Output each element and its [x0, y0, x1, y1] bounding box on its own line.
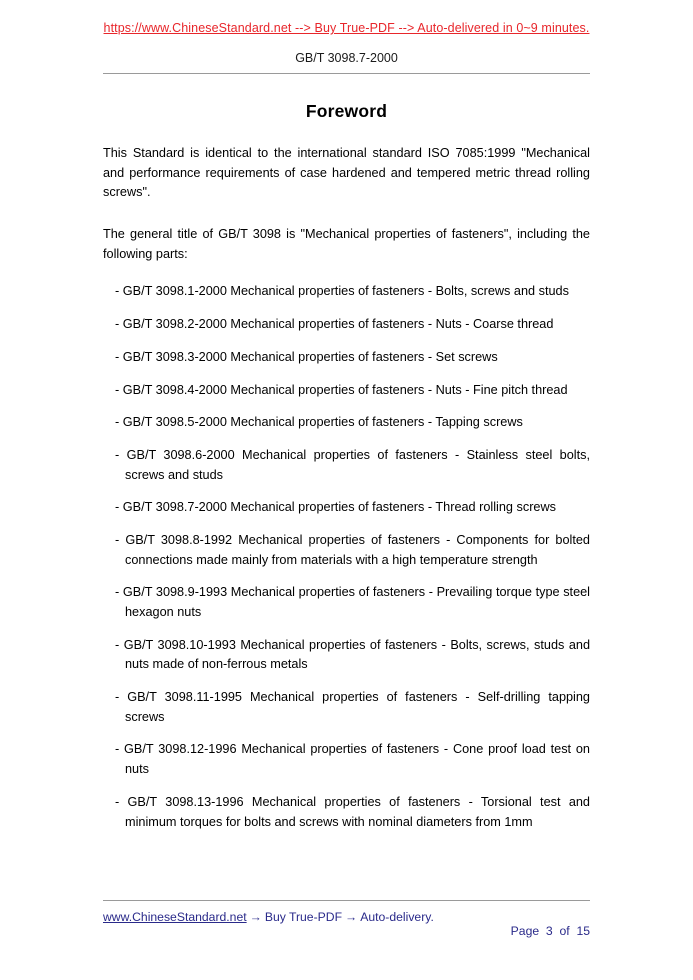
footer-buy-link[interactable]: Buy True-PDF: [264, 910, 343, 924]
list-item: - GB/T 3098.6-2000 Mechanical properties of fasteners - Stainless steel bolts, screws and studs: [115, 447, 590, 482]
list-item: - GB/T 3098.2-2000 Mechanical properties of fasteners - Nuts - Coarse thread: [115, 317, 554, 332]
footer-row: [103, 901, 590, 980]
footer-links: [103, 910, 434, 924]
header-divider: [103, 73, 590, 74]
promo-banner: [0, 0, 693, 35]
of-label: of: [559, 924, 570, 938]
list-item: - GB/T 3098.11-1995 Mechanical properties of fasteners - Self-drilling tapping screws: [115, 690, 590, 724]
list-item: - GB/T 3098.1-2000 Mechanical properties of fasteners - Bolts, screws and studs: [115, 284, 569, 299]
list-item: - GB/T 3098.3-2000 Mechanical properties of fasteners - Set screws: [115, 349, 498, 364]
footer-delivery-text: Auto-delivery.: [360, 910, 434, 924]
list-item: - GB/T 3098.5-2000 Mechanical properties of fasteners - Tapping screws: [115, 415, 523, 430]
intro-paragraph-1: This Standard is identical to the international standard ISO 7085:1999 "Mechanical and performance requirements of case hardened and tempered metric thread rolling screws".: [103, 146, 590, 200]
list-item: - GB/T 3098.10-1993 Mechanical properties of fasteners - Bolts, screws, studs and nuts made of non-ferrous metals: [115, 637, 590, 672]
page-footer: [0, 900, 693, 980]
list-item: - GB/T 3098.8-1992 Mechanical properties of fasteners - Components for bolted connections made mainly from materials with a high temperature strength: [115, 532, 590, 567]
page-total: 15: [576, 924, 590, 938]
parts-list: [103, 282, 590, 832]
list-item: - GB/T 3098.9-1993 Mechanical properties of fasteners - Prevailing torque type steel hexagon nuts: [115, 585, 590, 619]
list-item: - GB/T 3098.12-1996 Mechanical properties of fasteners - Cone proof load test on nuts: [115, 742, 590, 777]
list-item: - GB/T 3098.4-2000 Mechanical properties of fasteners - Nuts - Fine pitch thread: [115, 382, 568, 397]
arrow-right-icon: →: [249, 910, 262, 924]
document-body: [103, 101, 590, 832]
page-label: Page: [510, 924, 540, 938]
page-indicator: [484, 910, 590, 952]
standard-code: GB/T 3098.7-2000: [295, 51, 398, 65]
intro-paragraph-2: The general title of GB/T 3098 is "Mechanical properties of fasteners", including the following parts:: [103, 227, 590, 261]
list-item: - GB/T 3098.7-2000 Mechanical properties of fasteners - Thread rolling screws: [115, 500, 556, 515]
footer-site-link[interactable]: www.ChineseStandard.net: [103, 910, 247, 924]
page-title: Foreword: [305, 101, 388, 121]
page-number: 3: [545, 924, 553, 938]
arrow-right-icon-2: →: [345, 910, 358, 924]
list-item: - GB/T 3098.13-1996 Mechanical properties of fasteners - Torsional test and minimum torques for bolts and screws with nominal diameters from 1mm: [115, 794, 590, 829]
promo-link[interactable]: https://www.ChineseStandard.net --> Buy True-PDF --> Auto-delivered in 0~9 minutes.: [103, 21, 590, 35]
